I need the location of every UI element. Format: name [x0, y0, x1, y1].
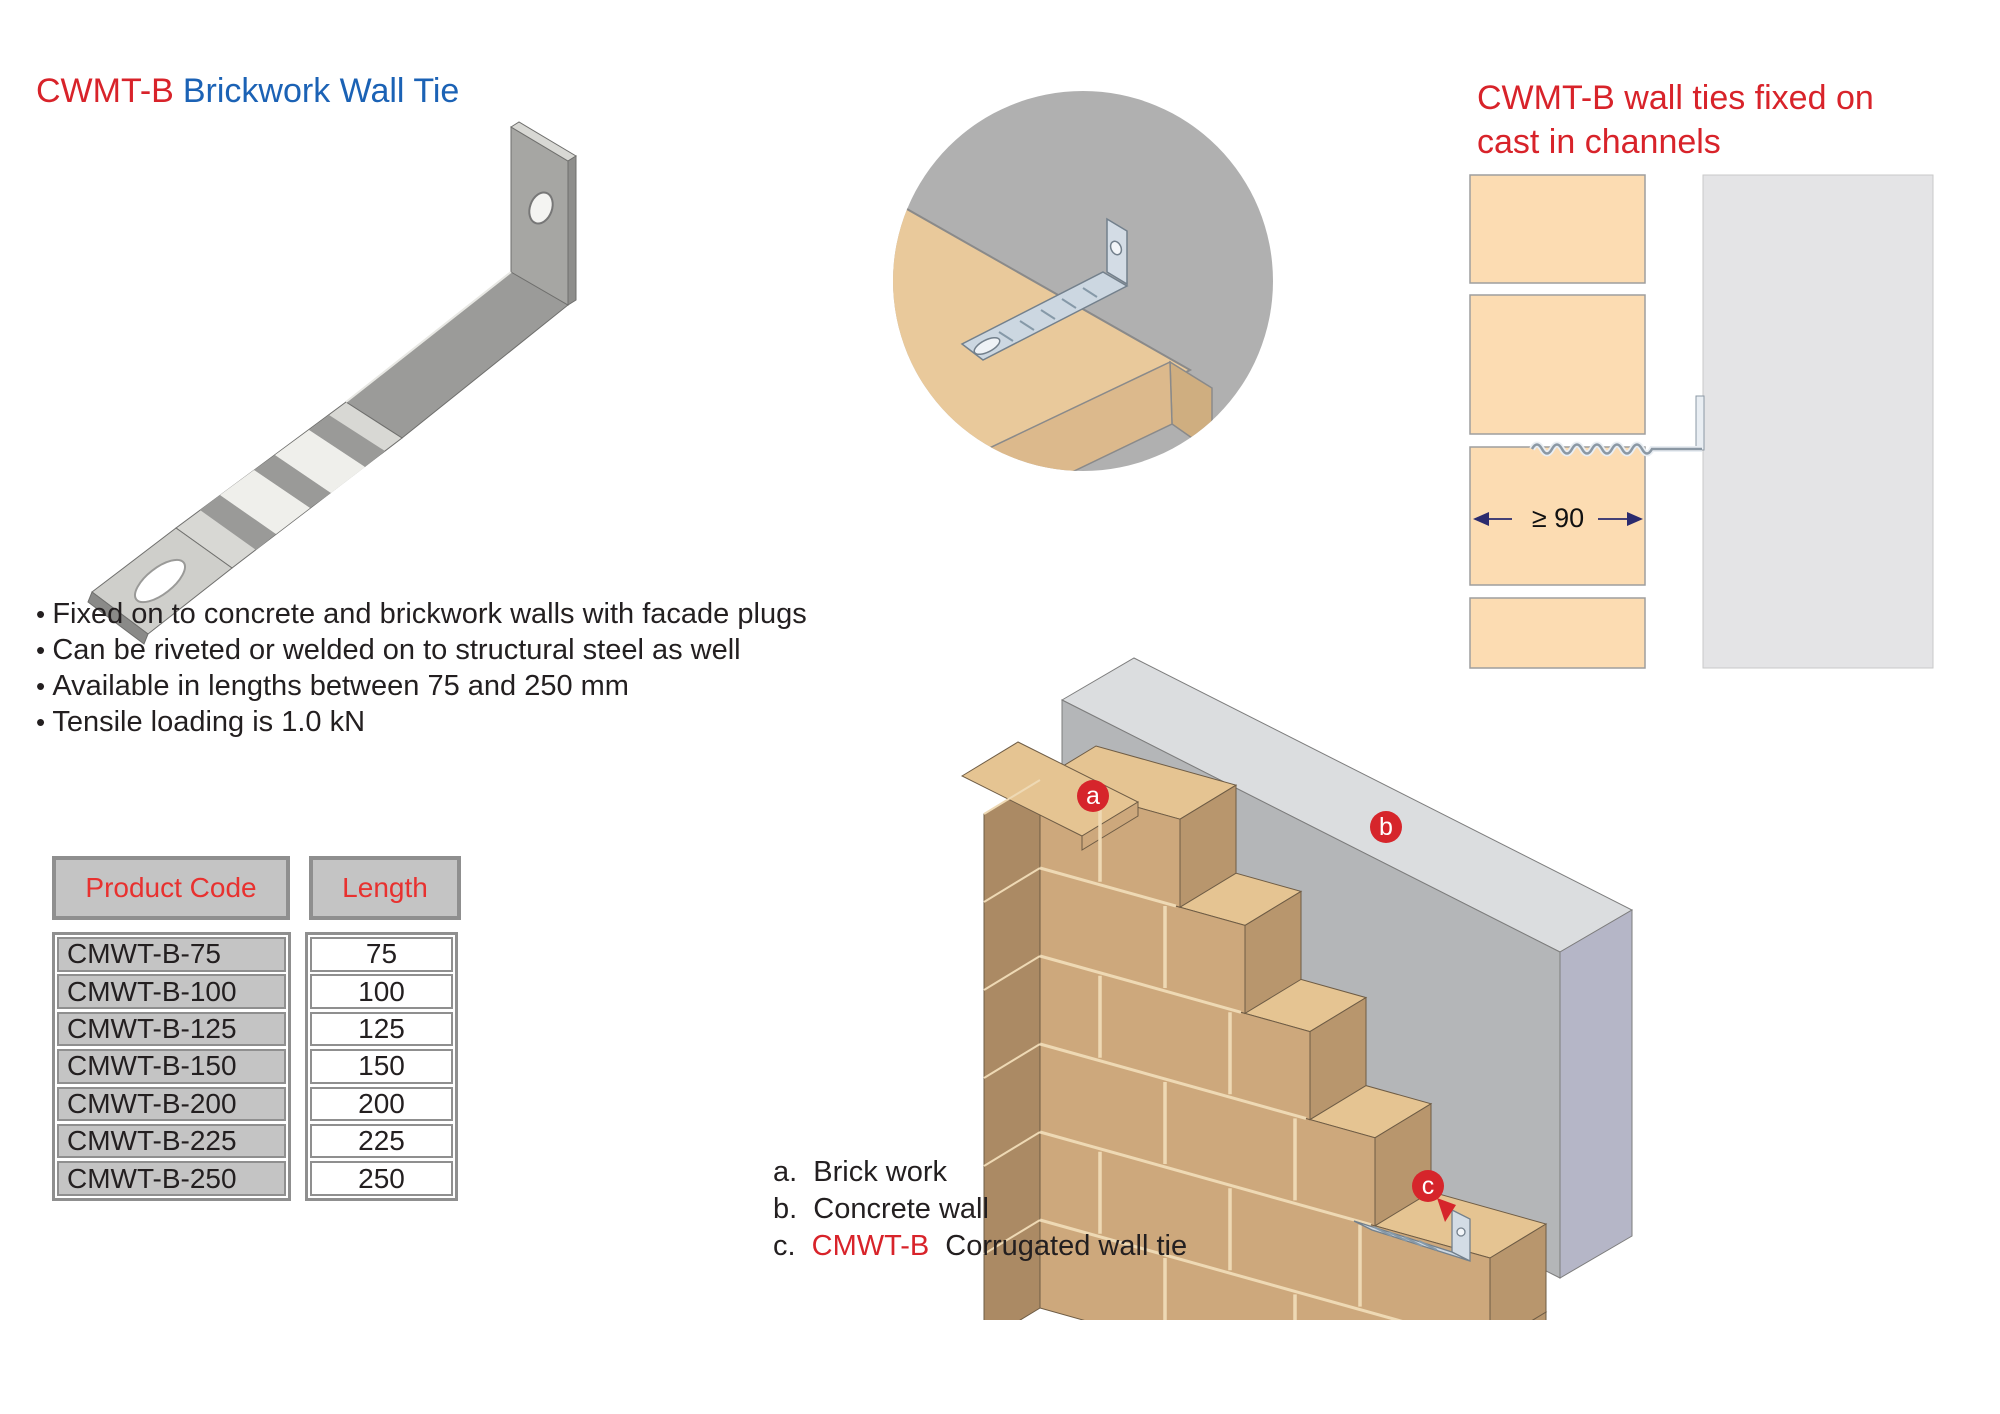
feature-item: • Tensile loading is 1.0 kN — [36, 704, 896, 740]
page-title-code: CWMT-B — [36, 72, 174, 110]
tie-strip — [346, 272, 568, 438]
dimension-label: ≥ 90 — [1531, 503, 1585, 533]
channel-title-line1: CWMT-B wall ties fixed on — [1477, 79, 1874, 117]
channel-title-line2: cast in channels — [1477, 123, 1721, 161]
marker-c-badge: c — [1412, 1170, 1444, 1202]
page-title-rest: Brickwork Wall Tie — [182, 72, 460, 110]
table-row: CMWT-B-150 — [57, 1049, 286, 1084]
table-header-product-code: Product Code — [52, 856, 290, 920]
brick-column — [1470, 175, 1645, 668]
feature-item: • Available in lengths between 75 and 250 mm — [36, 668, 896, 704]
table-row: CMWT-B-100 — [57, 974, 286, 1009]
table-row: CMWT-B-200 — [57, 1087, 286, 1122]
table-header-length: Length — [309, 856, 461, 920]
table-row: 75 — [310, 937, 453, 972]
legend-item-a: a. Brick work — [773, 1156, 947, 1188]
table-row: 200 — [310, 1087, 453, 1122]
legend-product-code: CMWT-B — [811, 1230, 930, 1262]
table-row: CMWT-B-75 — [57, 937, 286, 972]
table-row: 250 — [310, 1161, 453, 1196]
legend-item-c: c. CMWT-B Corrugated wall tie — [773, 1230, 1188, 1262]
table-row: CMWT-B-125 — [57, 1012, 286, 1047]
detail-circle-view — [890, 88, 1280, 478]
product-render-wall-tie — [55, 90, 615, 650]
marker-a-badge: a — [1077, 780, 1109, 812]
wall-side-face — [1560, 910, 1632, 1278]
table-row: CMWT-B-225 — [57, 1124, 286, 1159]
brick — [1470, 295, 1645, 434]
marker-b-badge: b — [1370, 811, 1402, 843]
brick — [1470, 175, 1645, 283]
table-row: CMWT-B-250 — [57, 1161, 286, 1196]
channel-panel-title — [1477, 76, 1977, 164]
table-row: 100 — [310, 974, 453, 1009]
feature-list — [36, 596, 896, 740]
table-row: 150 — [310, 1049, 453, 1084]
table-column-codes — [52, 932, 291, 1201]
table-row: 225 — [310, 1124, 453, 1159]
concrete-wall-section — [1703, 175, 1933, 668]
feature-item: • Can be riveted or welded on to structural steel as well — [36, 632, 896, 668]
table-column-lengths — [305, 932, 458, 1201]
table-row: 125 — [310, 1012, 453, 1047]
legend-item-b: b. Concrete wall — [773, 1193, 989, 1225]
feature-item: • Fixed on to concrete and brickwork walls with facade plugs — [36, 596, 896, 632]
legend — [773, 1154, 1187, 1265]
